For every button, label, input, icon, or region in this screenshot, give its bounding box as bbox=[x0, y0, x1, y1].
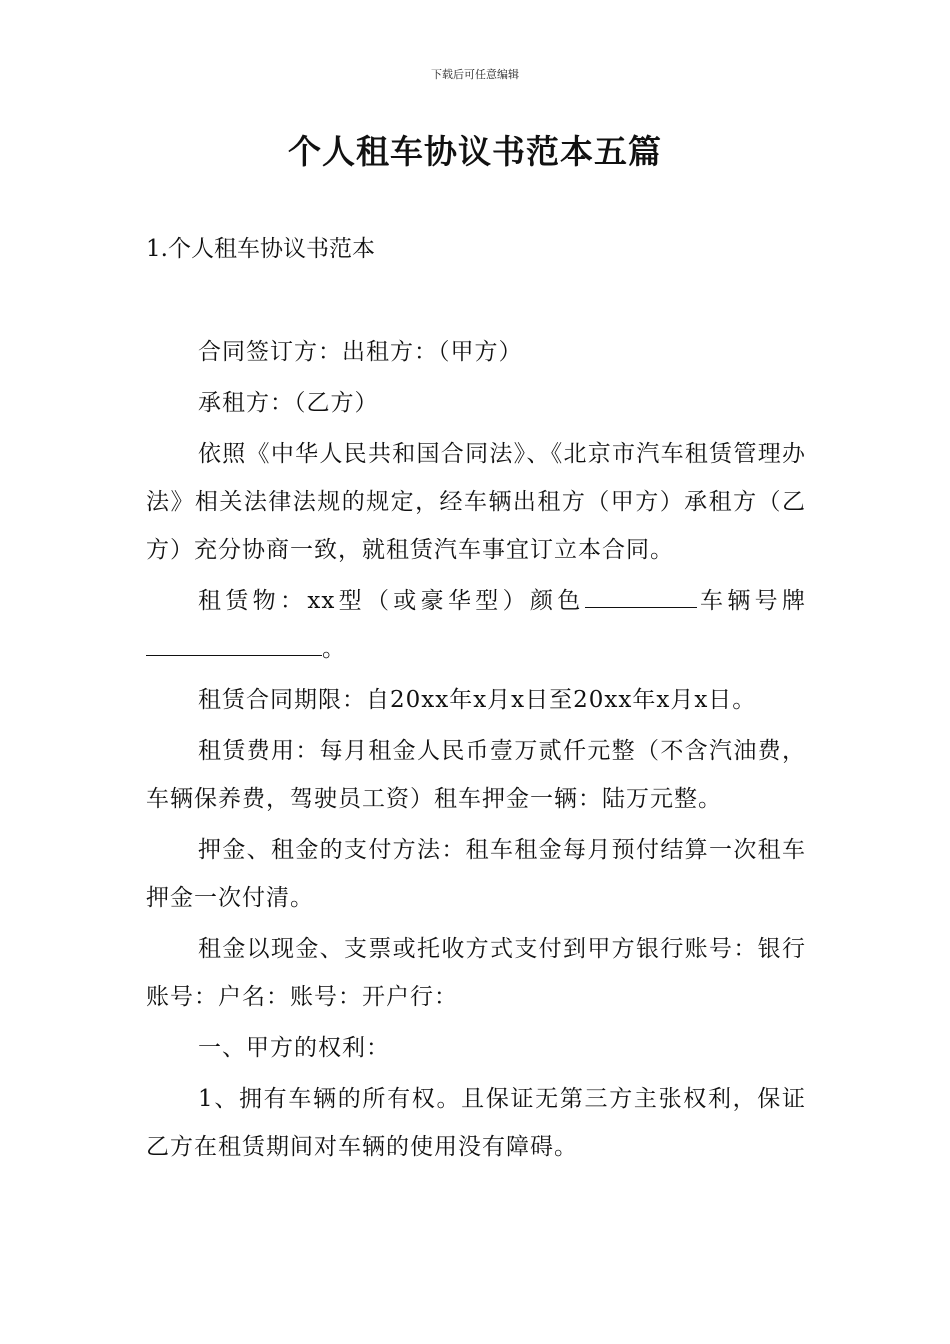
paragraph-lessee: 承租方：（乙方） bbox=[198, 390, 379, 416]
document-body bbox=[146, 328, 806, 1174]
leased-item-end: 。 bbox=[322, 636, 346, 662]
paragraph-ownership-clause: 1、拥有车辆的所有权。且保证无第三方主张权利，保证乙方在租赁期间对车辆的使用没有障碍。 bbox=[146, 1086, 806, 1160]
section-heading: 1.个人租车协议书范本 bbox=[146, 236, 375, 262]
paragraph-party-a-rights: 一、甲方的权利： bbox=[198, 1035, 390, 1061]
paragraph-signing-parties: 合同签订方：出租方：（甲方） bbox=[198, 339, 523, 365]
color-blank-line bbox=[585, 581, 697, 608]
paragraph-bank-account: 租金以现金、支票或托收方式支付到甲方银行账号：银行账号：户名：账号：开户行： bbox=[146, 936, 806, 1010]
paragraph-leased-item bbox=[146, 577, 806, 673]
paragraph-payment-method: 押金、租金的支付方法：租车租金每月预付结算一次租车押金一次付清。 bbox=[146, 837, 806, 911]
paragraph-lease-term: 租赁合同期限：自20xx年x月x日至20xx年x月x日。 bbox=[198, 687, 757, 713]
plate-blank-line bbox=[146, 629, 322, 656]
plate-label: 车辆号牌 bbox=[696, 588, 806, 614]
document-title: 个人租车协议书范本五篇 bbox=[288, 132, 662, 171]
paragraph-lease-fee: 租赁费用：每月租金人民币壹万贰仟元整（不含汽油费，车辆保养费，驾驶员工资）租车押金一辆：陆万元整。 bbox=[146, 738, 806, 812]
leased-item-text: 租赁物：xx型（或豪华型）颜色 bbox=[198, 588, 585, 614]
header-note: 下载后可任意编辑 bbox=[431, 68, 519, 81]
paragraph-legal-basis: 依照《中华人民共和国合同法》、《北京市汽车租赁管理办法》相关法律法规的规定，经车辆出租方（甲方）承租方（乙方）充分协商一致，就租赁汽车事宜订立本合同。 bbox=[146, 441, 806, 563]
